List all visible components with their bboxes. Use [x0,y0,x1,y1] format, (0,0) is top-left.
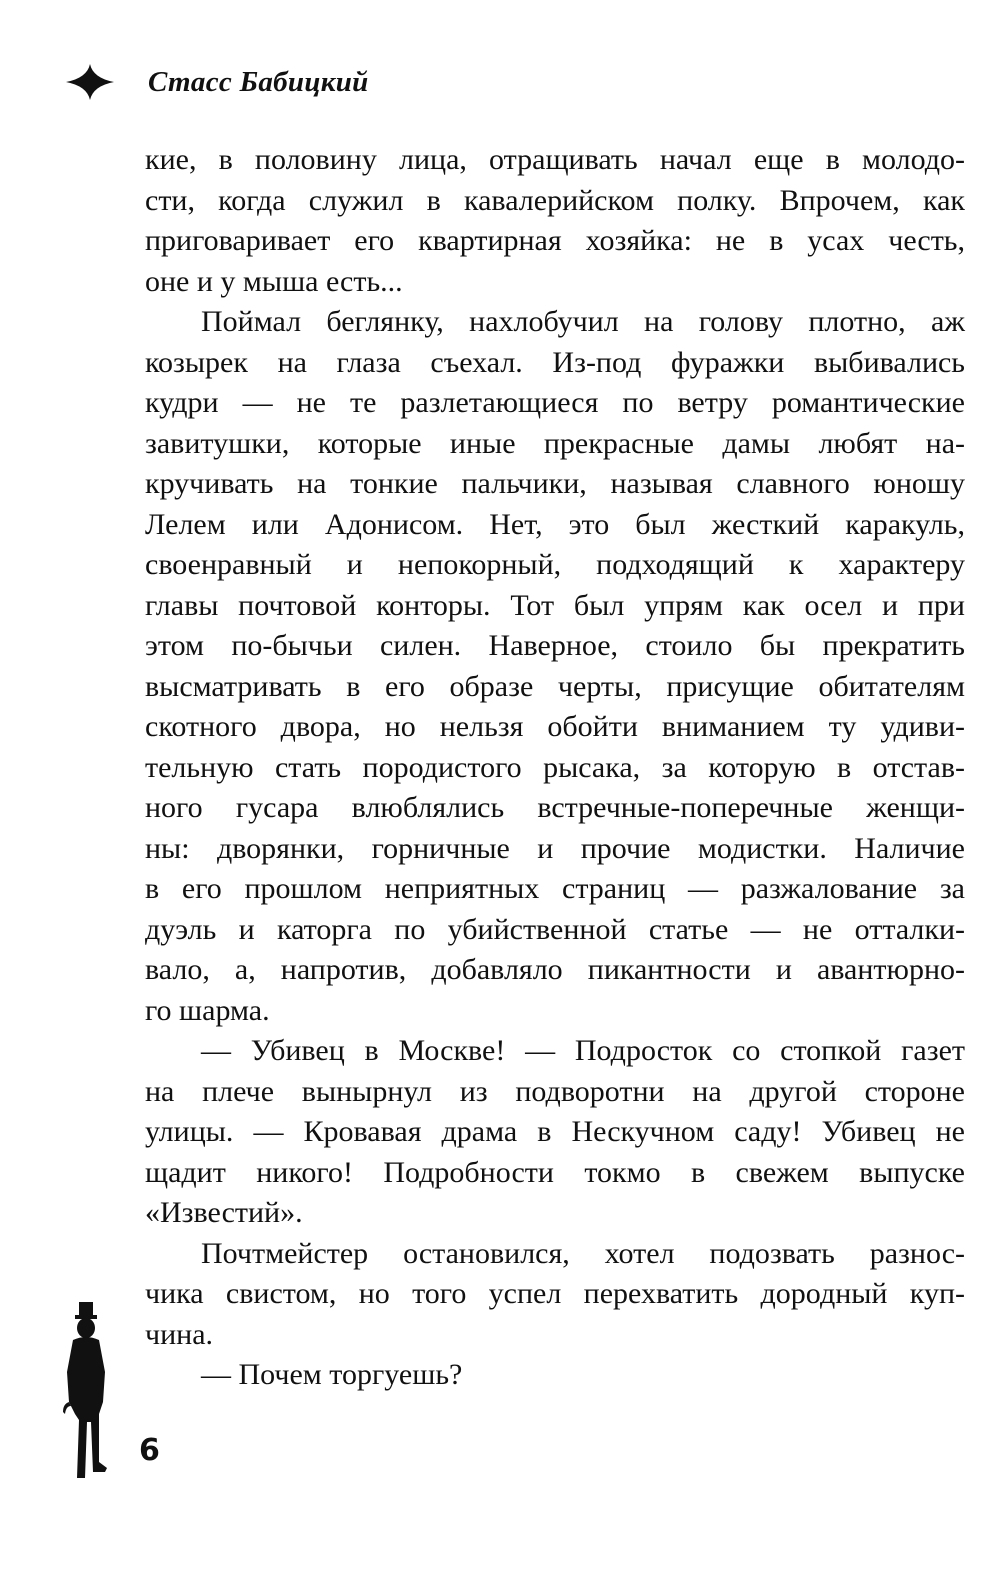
text-line: «Известий». [145,1196,303,1229]
text-line: дуэль и каторга по убийственной статье — не отталки- [145,912,965,946]
text-line: этом по-бычьи силен. Наверное, стоило бы прекратить [145,629,965,662]
text-line: сти, когда служил в кавалерийском полку. Впрочем, как [145,183,965,217]
diamond-ornament-icon [66,64,114,100]
text-line: — Почем торгуешь? [201,1358,463,1391]
text-line: завитушки, которые иные прекрасные дамы любят на- [145,426,965,460]
text-line: ного гусара влюблялись встречные-поперечные женщи- [145,791,965,824]
text-line: кие, в половину лица, отращивать начал еще в молодо- [145,143,965,176]
text-line: кудри — не те разлетающиеся по ветру романтические [145,386,965,419]
text-line: Лелем или Адонисом. Нет, это был жесткий каракуль, [145,507,965,541]
gentleman-silhouette-icon [55,1302,115,1478]
text-line: вало, а, напротив, добавляло пикантности и авантюрно- [145,953,965,986]
text-line: кручивать на тонкие пальчики, называя славного юношу [145,467,965,500]
text-line: чика свистом, но того успел перехватить дородный куп- [145,1277,965,1310]
text-line: го шарма. [145,993,270,1027]
text-line: чина. [145,1317,214,1351]
page-body-text [145,140,965,1396]
text-line: Поймал беглянку, нахлобучил на голову плотно, аж [201,305,965,338]
text-line: главы почтовой конторы. Тот был упрям как осел и при [145,588,965,622]
text-line: оне и у мыша есть... [145,264,403,298]
text-line: козырек на глаза съехал. Из-под фуражки выбивались [145,345,965,379]
text-line: — Убивец в Москве! — Подросток со стопкой газет [201,1034,965,1067]
text-line: своенравный и непокорный, подходящий к характеру [145,548,965,581]
text-line: тельную стать породистого рысака, за которую в отстав- [145,750,965,784]
text-line: приговаривает его квартирная хозяйка: не в усах честь, [145,224,965,257]
page-number: 6 [139,1433,160,1468]
text-line: улицы. — Кровавая драма в Нескучном саду! Убивец не [145,1115,965,1148]
running-header-author: Стасс Бабицкий [148,66,369,98]
text-line: щадит никого! Подробности токмо в свежем выпуске [145,1155,965,1189]
text-line: ны: дворянки, горничные и прочие модистки. Наличие [145,831,965,865]
text-line: Почтмейстер остановился, хотел подозвать разнос- [201,1236,965,1270]
text-line: скотного двора, но нельзя обойти вниманием ту удиви- [145,710,965,743]
text-line: высматривать в его образе черты, присущие обитателям [145,669,965,703]
text-line: в его прошлом неприятных страниц — разжалование за [145,872,965,905]
text-line: на плече вынырнул из подворотни на другой стороне [145,1074,965,1108]
